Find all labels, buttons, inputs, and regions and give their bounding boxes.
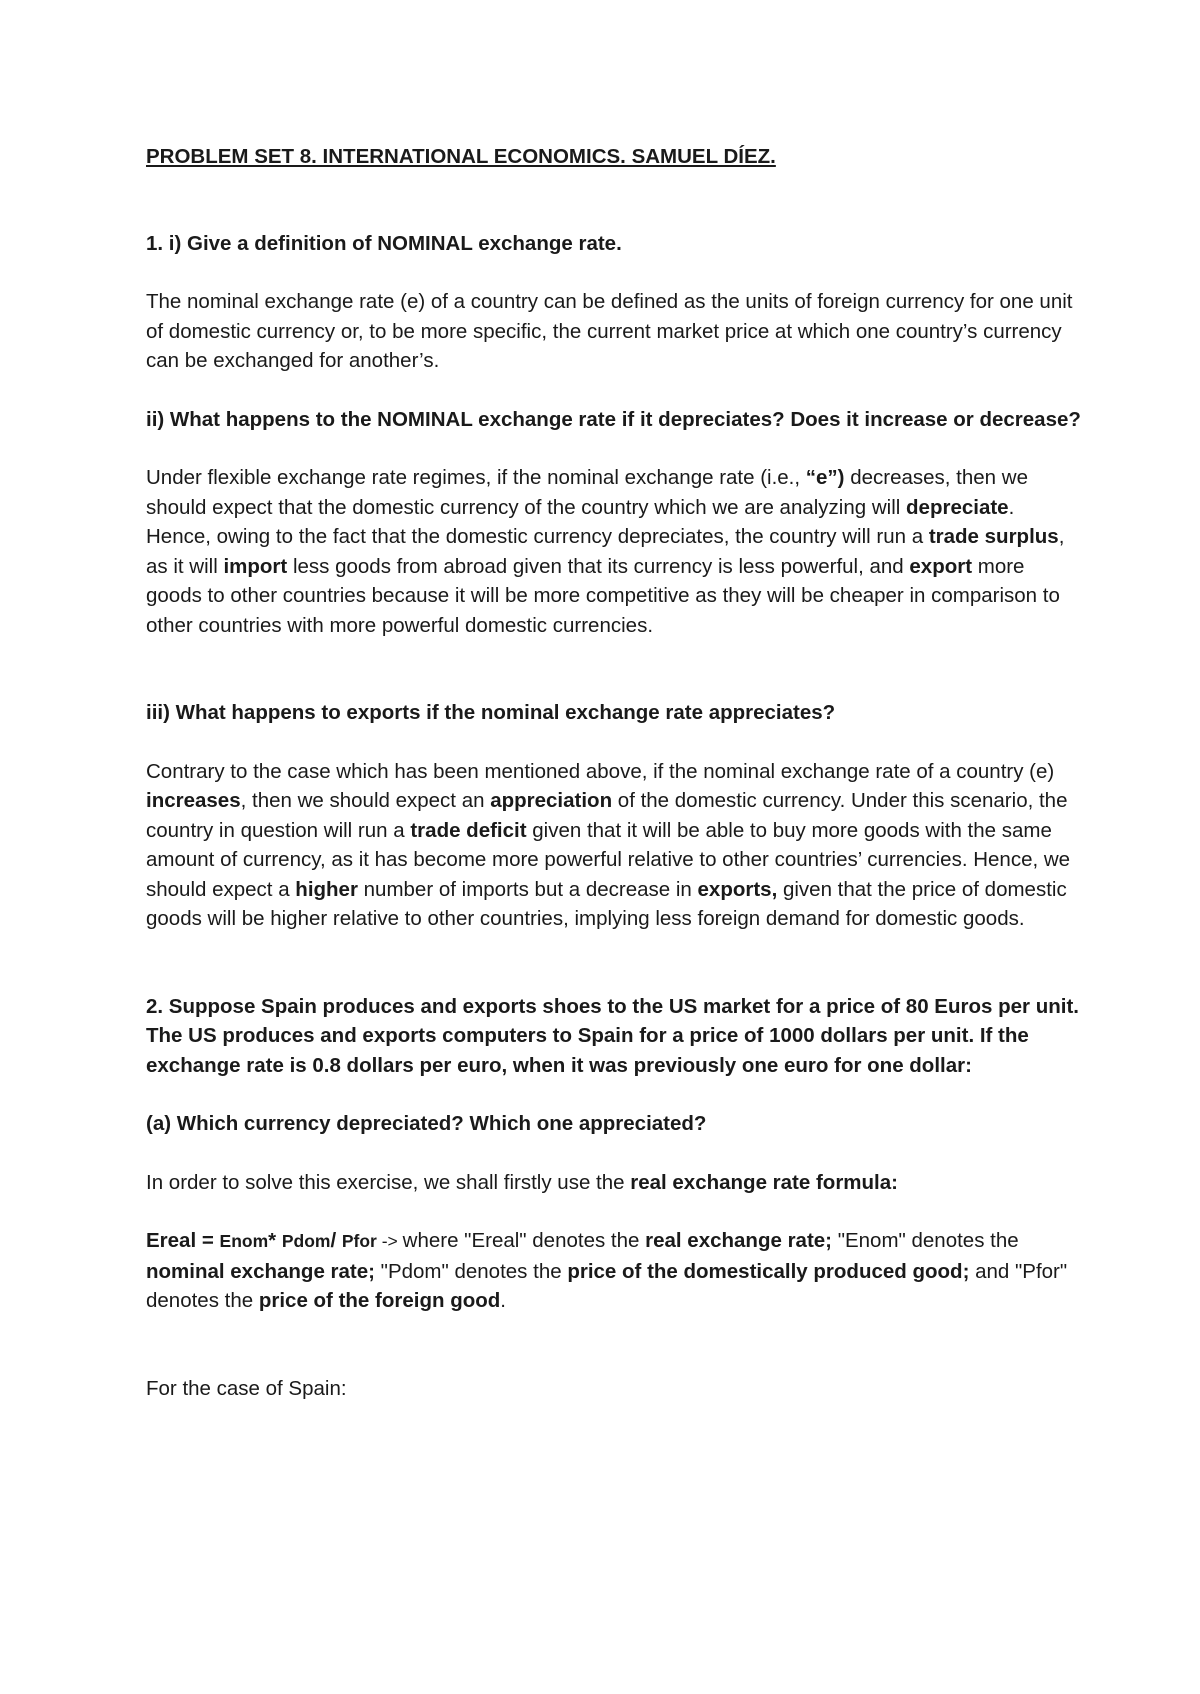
answer-2-a-intro: In order to solve this exercise, we shall firstly use the real exchange rate formula: <box>146 1170 898 1194</box>
question-1-iii: iii) What happens to exports if the nominal exchange rate appreciates? <box>146 701 836 724</box>
document-title: PROBLEM SET 8. INTERNATIONAL ECONOMICS. SAMUEL DÍEZ. <box>146 145 776 168</box>
answer-1-ii: Under flexible exchange rate regimes, if the nominal exchange rate (i.e., “e”) decreases, then we should expect that the domestic currency of the country which we are analyzing will depreciate. Hence, owing to the fact that the domestic currency depreciates, the country will run a trade surplus, as it will import less goods from abroad given that its currency is less powerful, and export more goods to other countries because it will be more competitive as they will be cheaper in comparison to other countries with more powerful domestic currencies. <box>146 466 1065 637</box>
question-2-a: (a) Which currency depreciated? Which one appreciated? <box>146 1112 707 1135</box>
question-1-ii: ii) What happens to the NOMINAL exchange rate if it depreciates? Does it increase or decrease? <box>146 407 1081 431</box>
answer-1-iii: Contrary to the case which has been mentioned above, if the nominal exchange rate of a country (e) increases, then we should expect an appreciation of the domestic currency. Under this scenario, the country in question will run a trade deficit given that it will be able to buy more goods with the same amount of currency, as it has become more powerful relative to other countries’ currencies. Hence, we should expect a higher number of imports but a decrease in exports, given that the price of domestic goods will be higher relative to other countries, implying less foreign demand for domestic goods. <box>146 759 1071 930</box>
answer-1-i: The nominal exchange rate (e) of a country can be defined as the units of foreign currency for one unit of domestic currency or, to be more specific, the current market price at which one country’s currency can be exchanged for another’s. <box>146 290 1073 372</box>
spain-case-heading: For the case of Spain: <box>146 1376 347 1400</box>
document-body <box>146 142 1081 1403</box>
question-2: 2. Suppose Spain produces and exports shoes to the US market for a price of 80 Euros per unit. The US produces and exports computers to Spain for a price of 1000 dollars per unit. If the exchange rate is 0.8 dollars per euro, when it was previously one euro for one dollar: <box>146 994 1079 1077</box>
question-1-i: 1. i) Give a definition of NOMINAL exchange rate. <box>146 231 622 255</box>
real-exchange-rate-formula: Ereal = Enom* Pdom/ Pfor -> where "Ereal" denotes the real exchange rate; "Enom" denotes the nominal exchange rate; "Pdom" denotes the price of the domestically produced good; and "Pfor" denotes the price of the foreign good. <box>146 1229 1068 1312</box>
